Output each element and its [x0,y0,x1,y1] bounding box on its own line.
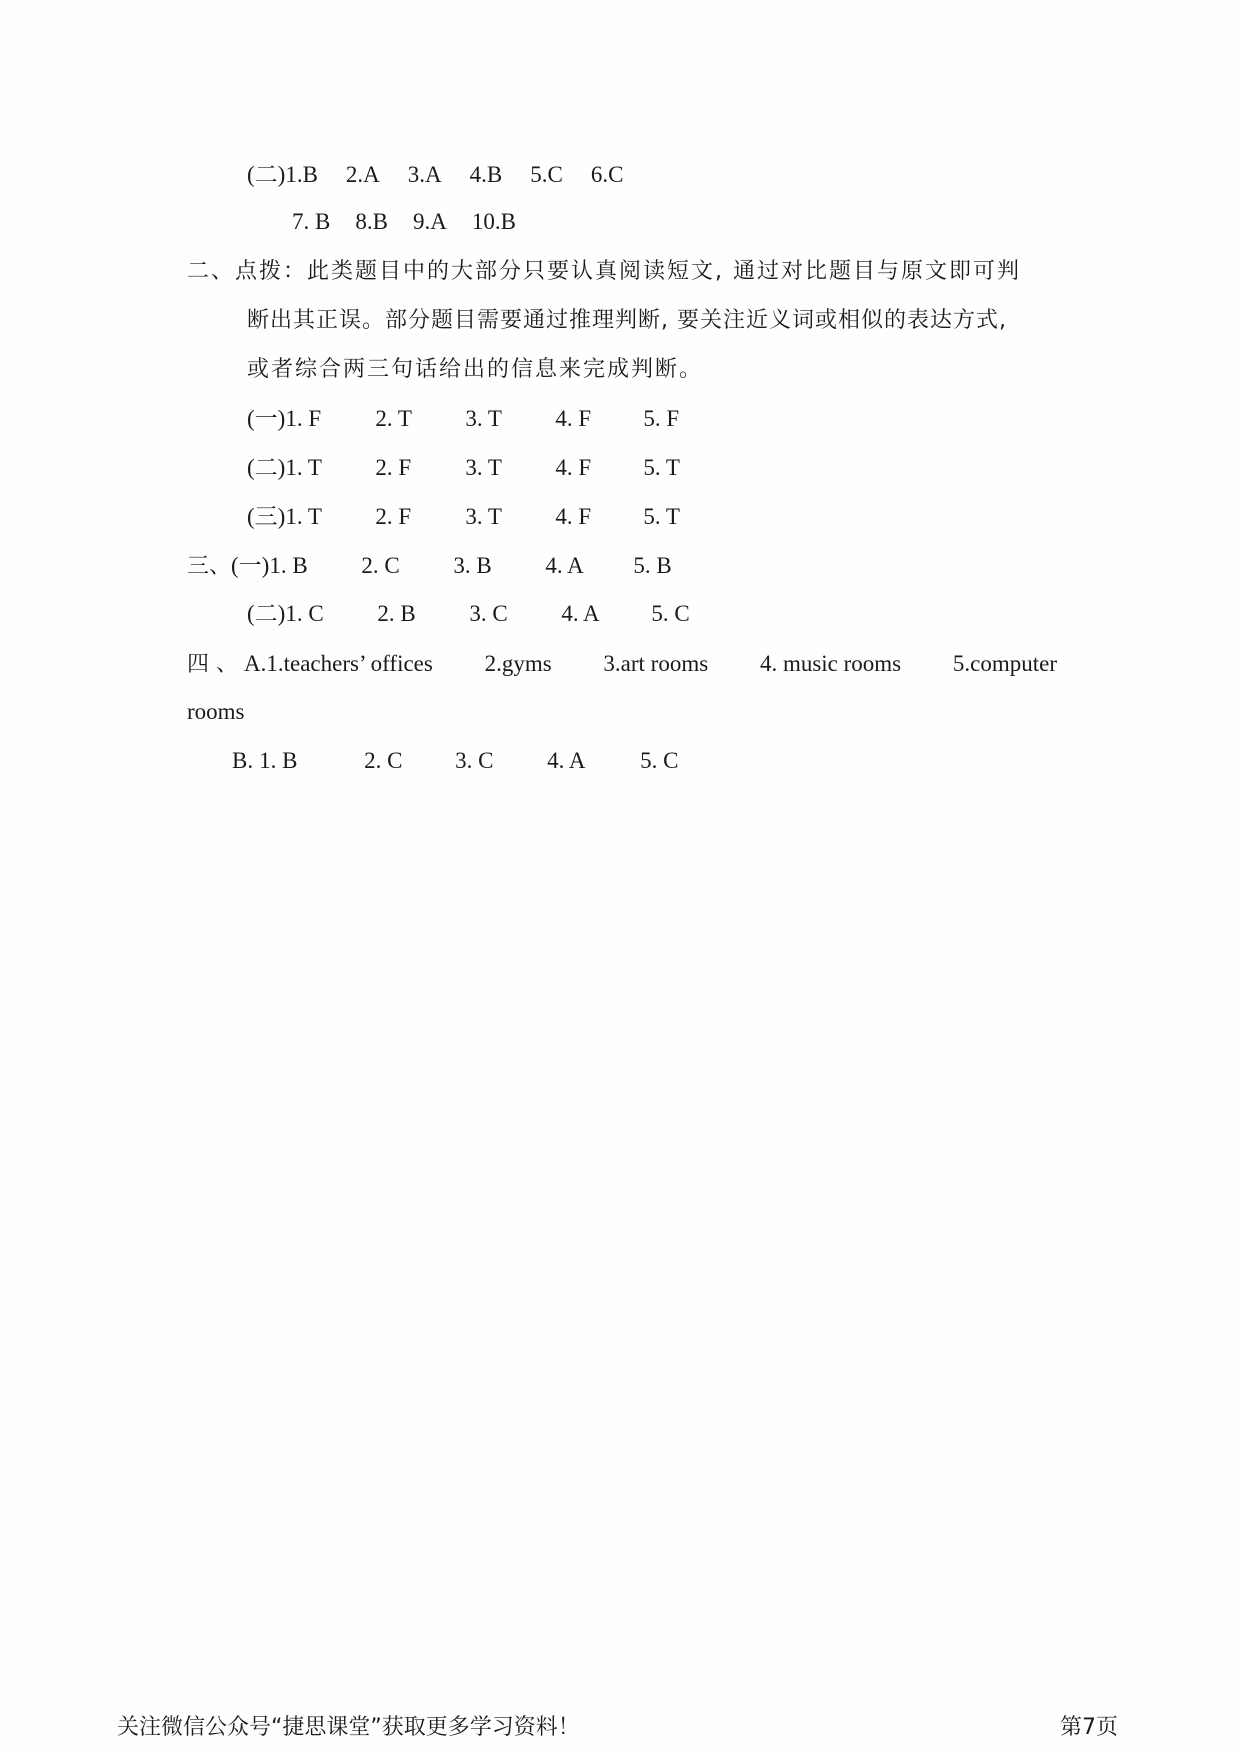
answer-item: 5. F [643,406,680,431]
answer-item: 7. B [292,209,331,234]
answer-row-4-b [232,746,678,776]
answer-row-1-2-b [292,207,516,237]
answer-item: 2.A [345,162,380,187]
part-prefix: A. [244,651,267,676]
answer-item: 9.A [412,209,447,234]
answer-row-3-2 [247,599,690,629]
answer-item: 6.C [590,162,624,187]
tip-text: 此类题目中的大部分只要认真阅读短文, 通过对比题目与原文即可判 [307,259,1022,284]
answer-item: 8.B [355,209,388,234]
footer-promo-text: 关注微信公众号“捷思课堂”获取更多学习资料！ [117,1715,580,1740]
answer-row-2-3 [247,502,680,532]
part-prefix: (二) [247,162,286,187]
answer-item: 5.C [530,162,563,187]
section-heading: 三、 [187,554,232,579]
answer-item: 3. T [465,406,502,431]
answer-item: 1. F [285,406,322,431]
answer-item: 1. B [259,748,298,773]
answer-item: 1.B [285,162,318,187]
section-heading: 四 、 [187,652,238,677]
answer-item: 4. F [555,504,592,529]
answer-item: 4. A [561,601,600,626]
answer-row-3-1 [187,551,672,582]
answer-row-4-a-wrap: rooms [187,699,245,724]
answer-row-2-2 [247,453,680,483]
answer-item: 3. C [455,748,494,773]
answer-item: 1. C [285,601,324,626]
page-number: 第7页 [1060,1715,1118,1740]
answer-item: 1.teachers’ offices [266,651,433,676]
answer-item: 2. F [375,455,412,480]
part-prefix: (一) [231,553,270,578]
part-prefix: (三) [247,504,286,529]
part-prefix: (一) [247,406,286,431]
answer-item: 2. C [361,553,400,578]
answer-item: 5. B [633,553,672,578]
answer-item: 5. C [640,748,679,773]
section-4-part-a-first [187,649,433,680]
answer-item: 2. F [375,504,412,529]
answer-item: 4. A [545,553,584,578]
answer-item: 1. T [285,504,322,529]
part-prefix: (二) [247,455,286,480]
answer-item: 4. A [547,748,586,773]
answer-row-1-2-a [247,160,623,190]
answer-item: 4. F [555,455,592,480]
answer-item: 4. F [555,406,592,431]
answer-item: 2. T [375,406,412,431]
answer-item: 4.B [469,162,503,187]
answer-item: 5. C [651,601,690,626]
answer-row-4-a [187,649,1057,680]
answer-item: 3. C [469,601,508,626]
answer-item: 3.A [407,162,442,187]
answer-item: 5.computer [952,651,1057,676]
answer-item: 5. T [643,455,680,480]
answer-item: 3. B [453,553,492,578]
section-2-tip-line-3: 或者综合两三句话给出的信息来完成判断。 [247,357,704,382]
answer-item: 5. T [643,504,680,529]
part-prefix: (二) [247,601,286,626]
answer-item: 2. C [364,748,403,773]
section-heading: 二、点拨： [187,259,308,284]
answer-item: 2. B [377,601,416,626]
answer-item: 4. music rooms [759,651,902,676]
section-2-tip-line-1 [187,257,1021,287]
answer-item: 3.art rooms [603,651,709,676]
answer-item: 1. B [269,553,308,578]
section-2-tip-line-2: 断出其正误。部分题目需要通过推理判断, 要关注近义词或相似的表达方式, [247,308,1007,333]
answer-item: 3. T [465,455,502,480]
answer-row-2-1 [247,404,679,434]
answer-item: 1. T [285,455,322,480]
answer-item: 3. T [465,504,502,529]
answer-item: 10.B [471,209,516,234]
answer-item: 2.gyms [484,651,552,676]
part-prefix: B. [232,748,254,773]
